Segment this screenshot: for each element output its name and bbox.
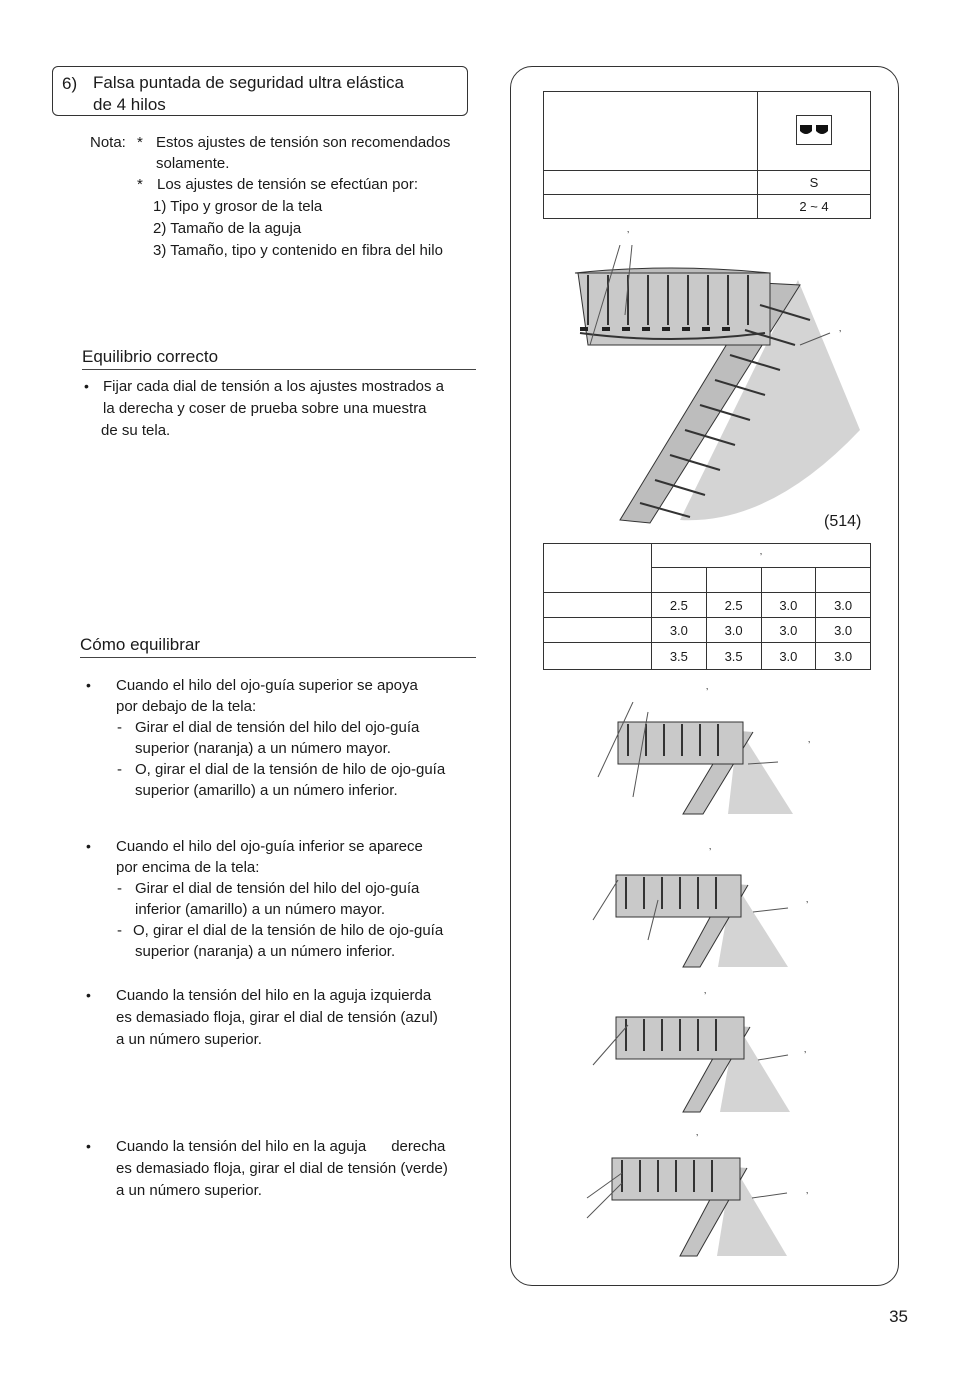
balance-line-3: de su tela. (101, 422, 171, 439)
tension-header-corner (544, 544, 652, 593)
case1-d2-line-1: O, girar el dial de la tensión de hilo de ojo-guía (135, 761, 446, 778)
tension-cell: 2.5 (652, 593, 707, 618)
case2-d2-line-1: O, girar el dial de la tensión de hilo de ojo-guía (133, 922, 444, 939)
howto-heading: Cómo equilibrar (80, 635, 200, 654)
case1-dash-2: - (117, 761, 122, 778)
note-item-2: 2) Tamaño de la aguja (153, 220, 302, 237)
callout-mark: ’ (808, 740, 811, 751)
case2-dash-2: - (117, 922, 122, 939)
settings-cell (544, 195, 758, 219)
case1-d2-line-2: superior (amarillo) a un número inferior. (135, 782, 398, 799)
note-star-2: * (137, 176, 143, 193)
note-line1: Estos ajustes de tensión son recomendados (156, 134, 451, 151)
howto-rule (80, 657, 476, 658)
case2-line-1: Cuando el hilo del ojo-guía inferior se aparece (116, 838, 423, 855)
presser-foot-cell (758, 92, 871, 171)
note-item-1: 1) Tipo y grosor de la tela (153, 198, 323, 215)
tension-subheader-cell (761, 568, 816, 593)
case2-dash-1: - (117, 880, 122, 897)
case4-line-1: Cuando la tensión del hilo en la aguja derecha (116, 1138, 446, 1155)
case2-d1-line-1: Girar el dial de tensión del hilo del ojo-guía (135, 880, 420, 897)
tension-header-cell (652, 544, 871, 568)
tension-table (543, 543, 871, 670)
callout-mark: ’ (709, 847, 712, 858)
section-number: 6) (62, 74, 78, 93)
callout-mark: ’ (804, 1050, 807, 1061)
balance-rule (82, 369, 476, 370)
settings-cell: S (758, 171, 871, 195)
balance-bullet: • (84, 378, 89, 394)
case1-line-2: por debajo de la tela: (116, 698, 257, 715)
header-mark: ’ (759, 552, 763, 563)
case1-dash-1: - (117, 719, 122, 736)
settings-row (544, 171, 871, 195)
note-line1b: solamente. (156, 155, 230, 172)
tension-cell (544, 618, 652, 643)
case4-line-2: es demasiado floja, girar el dial de tensión (verde) (116, 1160, 448, 1177)
case2-line-2: por encima de la tela: (116, 859, 260, 876)
tension-cell: 3.0 (816, 643, 871, 670)
stitch-illustration-1 (588, 702, 798, 817)
settings-row (544, 195, 871, 219)
note-label: Nota: (90, 134, 126, 151)
case3-line-1: Cuando la tensión del hilo en la aguja izquierda (116, 987, 432, 1004)
case2-bullet: • (86, 838, 91, 854)
tension-header-row (544, 544, 871, 568)
stitch-illustration-2 (588, 860, 798, 970)
case1-d1-line-1: Girar el dial de tensión del hilo del ojo-guía (135, 719, 420, 736)
stitch-illustration-4 (582, 1148, 792, 1258)
case2-d1-line-2: inferior (amarillo) a un número mayor. (135, 901, 386, 918)
presser-foot-icon (796, 115, 832, 145)
balance-line-2: la derecha y coser de prueba sobre una muestra (103, 400, 427, 417)
note-star-1: * (137, 134, 143, 151)
tension-cell (544, 593, 652, 618)
settings-cell: 2 ~ 4 (758, 195, 871, 219)
case4-line-3: a un número superior. (116, 1182, 262, 1199)
case3-bullet: • (86, 987, 91, 1003)
tension-cell: 3.0 (816, 593, 871, 618)
callout-mark: ’ (627, 230, 630, 241)
tension-cell: 3.5 (652, 643, 707, 670)
tension-subheader-cell (652, 568, 707, 593)
tension-subheader-cell (816, 568, 871, 593)
callout-mark: ’ (706, 687, 709, 698)
settings-cell (544, 171, 758, 195)
figure-label: (514) (824, 513, 862, 530)
tension-cell: 3.5 (706, 643, 761, 670)
note-item-3: 3) Tamaño, tipo y contenido en fibra del hilo (153, 242, 443, 259)
tension-cell: 2.5 (706, 593, 761, 618)
case1-d1-line-2: superior (naranja) a un número mayor. (135, 740, 391, 757)
case4-bullet: • (86, 1138, 91, 1154)
section-title-line1: Falsa puntada de seguridad ultra elástica (93, 73, 404, 92)
tension-cell: 3.0 (706, 618, 761, 643)
case1-line-1: Cuando el hilo del ojo-guía superior se apoya (116, 677, 418, 694)
stitch-illustration-3 (588, 1005, 798, 1115)
tension-cell: 3.0 (761, 593, 816, 618)
balance-line-1: Fijar cada dial de tensión a los ajustes mostrados a (103, 378, 445, 395)
callout-mark: ’ (839, 329, 842, 340)
case3-line-3: a un número superior. (116, 1031, 262, 1048)
tension-row (544, 643, 871, 670)
callout-mark: ’ (806, 1191, 809, 1202)
settings-header-cell (544, 92, 758, 171)
balance-heading: Equilibrio correcto (82, 347, 219, 366)
tension-cell: 3.0 (761, 618, 816, 643)
note-line2: Los ajustes de tensión se efectúan por: (157, 176, 419, 193)
callout-mark: ’ (806, 900, 809, 911)
section-title (93, 72, 463, 116)
case2-d2-line-2: superior (naranja) a un número inferior. (135, 943, 396, 960)
callout-mark: ’ (704, 991, 707, 1002)
case1-bullet: • (86, 677, 91, 693)
tension-cell: 3.0 (816, 618, 871, 643)
tension-row (544, 593, 871, 618)
callout-mark: ’ (696, 1133, 699, 1144)
tension-cell: 3.0 (761, 643, 816, 670)
case3-line-2: es demasiado floja, girar el dial de tensión (azul) (116, 1009, 438, 1026)
section-title-line2: de 4 hilos (93, 95, 166, 114)
tension-subheader-cell (706, 568, 761, 593)
settings-table (543, 91, 871, 219)
tension-cell: 3.0 (652, 618, 707, 643)
page-number: 35 (889, 1307, 908, 1326)
stitch-illustration-main (570, 245, 870, 530)
tension-row (544, 618, 871, 643)
settings-header-row (544, 92, 871, 171)
tension-cell (544, 643, 652, 670)
